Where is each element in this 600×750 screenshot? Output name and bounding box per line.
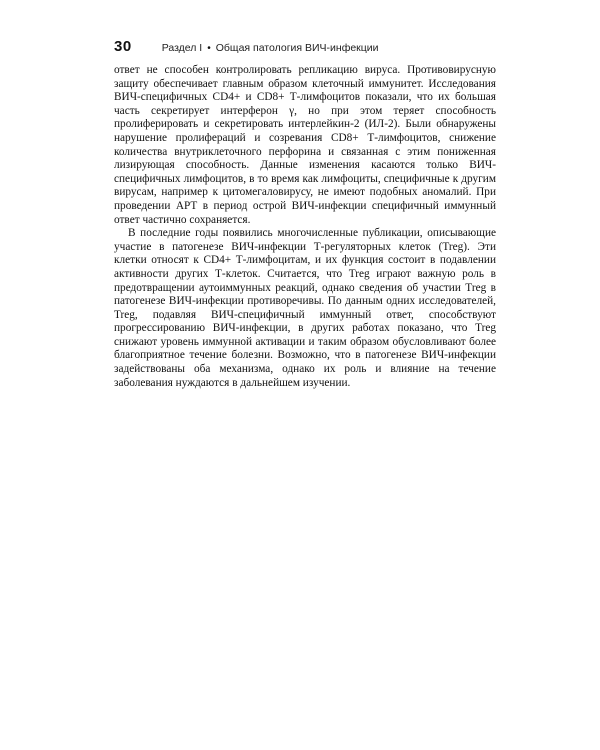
chapter-title: Общая патология ВИЧ-инфекции — [215, 42, 379, 54]
header-bullet: • — [207, 43, 211, 54]
section-label: Раздел I — [161, 42, 203, 54]
page-number: 30 — [114, 38, 132, 55]
running-header — [114, 38, 494, 58]
body-text — [114, 64, 496, 390]
paragraph: ответ не способен контролировать репликацию вируса. Противовирусную защиту обеспечивает главным образом клеточный иммунитет. Исследования ВИЧ-специфичных CD4+ и CD8+ Т-лимфоцитов показали, что их большая часть секретирует интерферон γ, но при этом теряет способность пролиферировать и секретировать интерлейкин-2 (ИЛ-2). Были обнаружены нарушение пролифераций и созревания CD8+ Т-лимфоцитов, снижение количества внутриклеточного перфорина и связанная с этим пониженная лизирующая способность. Данные изменения касаются только ВИЧ-специфичных лимфоцитов, в то время как лимфоциты, специфичные к другим вирусам, например к цитомегаловирусу, не имеют подобных аномалий. При проведении АРТ в период острой ВИЧ-инфекции специфичный иммунный ответ частично сохраняется. — [114, 64, 496, 226]
paragraph: В последние годы появились многочисленные публикации, описывающие участие в патогенезе ВИЧ-инфекции Т-регуляторных клеток (Treg). Эти клетки относят к CD4+ Т-лимфоцитам, и их функция состоит в подавлении активности других Т-клеток. Считается, что Treg играют важную роль в предотвращении аутоиммунных реакций, однако сведения об участии Treg в патогенезе ВИЧ-инфекции противоречивы. По данным одних исследователей, Treg, подавляя ВИЧ-специфичный иммунный ответ, способствуют прогрессированию ВИЧ-инфекции, в других работах показано, что Treg снижают уровень иммунной активации и таким образом обусловливают более благоприятное течение болезни. Возможно, что в патогенезе ВИЧ-инфекции задействованы оба механизма, однако их роль и влияние на течение заболевания нуждаются в дальнейшем изучении. — [114, 227, 496, 389]
